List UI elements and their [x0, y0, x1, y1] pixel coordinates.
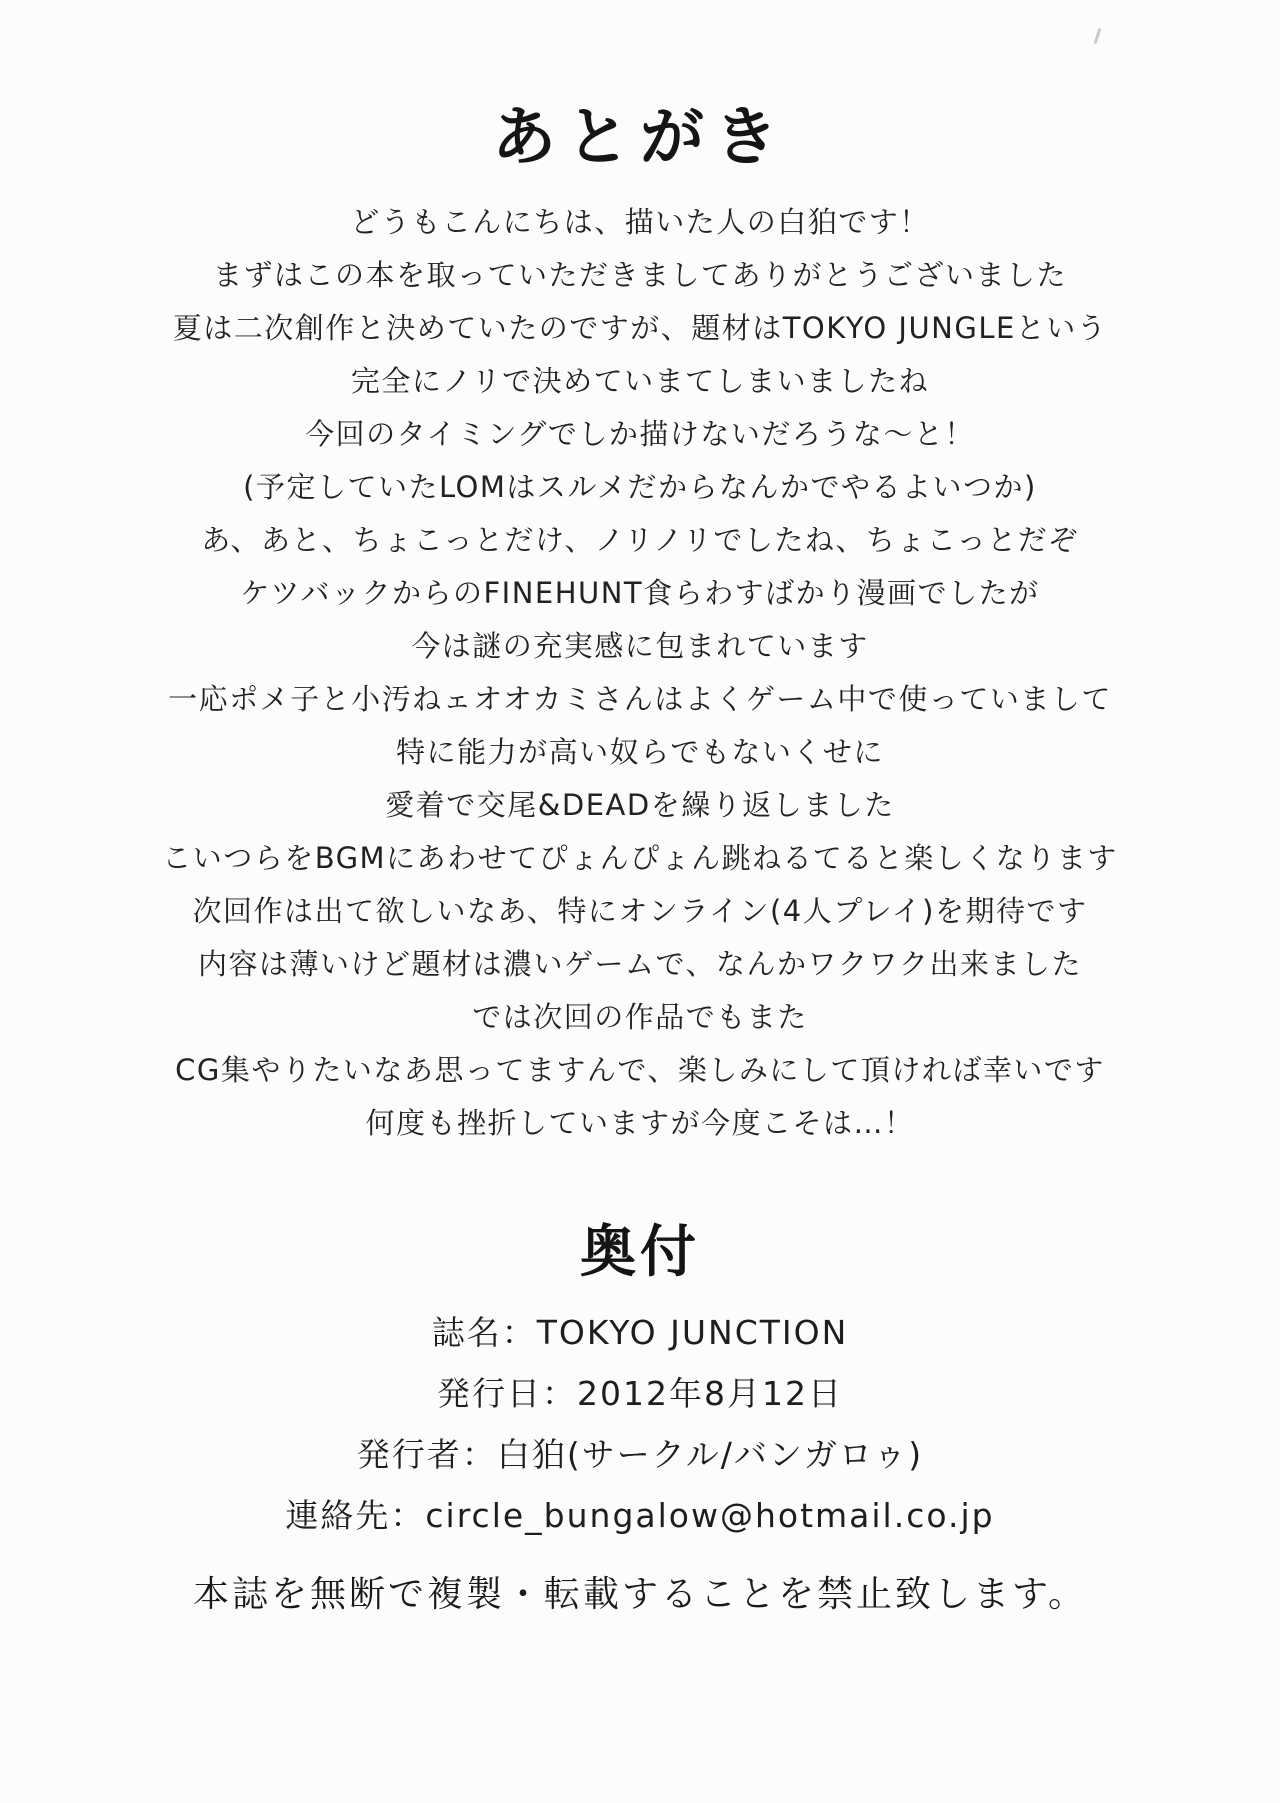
afterword-line: どうもこんにちは、描いた人の白狛です！ [350, 205, 930, 239]
afterword-line: 一応ポメ子と小汚ねェオオカミさんはよくゲーム中で使っていまして [168, 682, 1112, 716]
afterword-line: 何度も挫折していますが今度こそは…！ [365, 1106, 915, 1140]
afterword-line: CG集やりたいなあ思ってますんで、楽しみにして頂ければ幸いです [175, 1053, 1105, 1087]
afterword-title: あとがき [492, 101, 788, 175]
afterword-line: 今回のタイミングでしか描けないだろうな〜と！ [305, 417, 975, 451]
afterword-line: (予定していたLOMはスルメだからなんかでやるよいつか) [243, 470, 1037, 504]
afterword-line: では次回の作品でもまた [472, 1000, 808, 1034]
colophon-body [0, 1302, 1280, 1546]
scan-artifact [1094, 28, 1102, 44]
colophon-line-contact-email: 連絡先：circle_bungalow@hotmail.co.jp [285, 1496, 995, 1535]
afterword-line: 特に能力が高い奴らでもないくせに [396, 735, 884, 769]
colophon-title: 奥付 [580, 1220, 700, 1285]
afterword-line: 内容は薄いけど題材は濃いゲームで、なんかワクワク出来ました [198, 947, 1082, 981]
copyright-notice: 本誌を無断で複製・転載することを禁止致します。 [192, 1574, 1088, 1615]
afterword-line: こいつらをBGMにあわせてぴょんぴょん跳ねるてると楽しくなります [162, 841, 1118, 875]
afterword-line: まずはこの本を取っていただきましてありがとうございました [212, 258, 1067, 292]
afterword-line: 完全にノリで決めていまてしまいましたね [350, 364, 930, 398]
afterword-body [0, 196, 1280, 1150]
afterword-line: 愛着で交尾&DEADを繰り返しました [385, 788, 895, 822]
afterword-line: 夏は二次創作と決めていたのですが、題材はTOKYO JUNGLEという [172, 311, 1108, 345]
afterword-line: 次回作は出て欲しいなあ、特にオンライン(4人プレイ)を期待です [192, 894, 1088, 928]
afterword-line: ケツバックからのFINEHUNT食らわすばかり漫画でしたが [240, 576, 1040, 610]
colophon-line-publication-date: 発行日：2012年8月12日 [437, 1374, 843, 1413]
colophon-line-publisher: 発行者：白狛(サークル/バンガロゥ) [356, 1435, 924, 1474]
afterword-line: あ、あと、ちょこっとだけ、ノリノリでしたね、ちょこっとだぞ [201, 523, 1079, 557]
afterword-line: 今は謎の充実感に包まれています [411, 629, 869, 663]
colophon-line-magazine-title: 誌名：TOKYO JUNCTION [431, 1313, 849, 1352]
